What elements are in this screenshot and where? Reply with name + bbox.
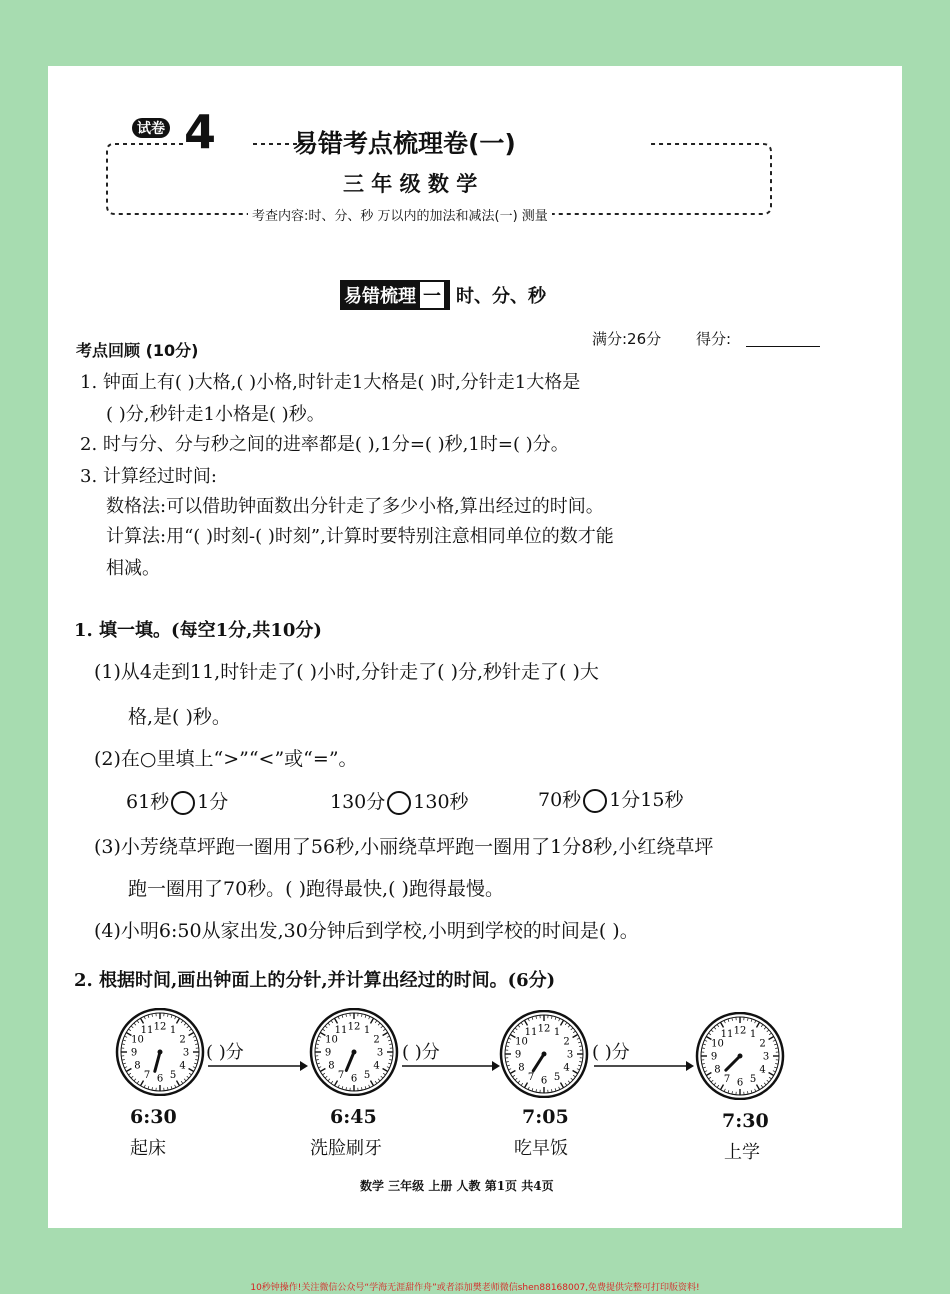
- clock-tick: [123, 1040, 126, 1041]
- review-line-1: 1. 钟面上有( )大格,( )小格,时针走1大格是( )时,分针走1大格是: [80, 372, 581, 393]
- clock-tick: [706, 1073, 711, 1076]
- clock-tick: [325, 1026, 327, 1028]
- clock-tick: [122, 1059, 125, 1060]
- clock-number: 6: [350, 1073, 358, 1085]
- clock-number: 8: [714, 1064, 721, 1076]
- clock-number: 12: [537, 1023, 551, 1035]
- clock-tick: [728, 1090, 729, 1093]
- clock-tick: [369, 1016, 370, 1019]
- clock-tick: [175, 1016, 176, 1019]
- clock-tick: [322, 1073, 324, 1075]
- clock-tick: [508, 1069, 511, 1070]
- clock-tick: [561, 1020, 564, 1025]
- clock-number: 1: [169, 1024, 177, 1036]
- clock-tick: [764, 1027, 766, 1029]
- clock-tick: [342, 1015, 343, 1018]
- clock-tick: [389, 1059, 392, 1060]
- clock-tick: [536, 1089, 537, 1092]
- clock-number: 1: [363, 1024, 371, 1036]
- clock-tick: [389, 1044, 392, 1045]
- clock-tick: [171, 1015, 172, 1018]
- clock-tick: [381, 1076, 383, 1078]
- clock-tick: [338, 1016, 339, 1019]
- clock-tick: [122, 1044, 125, 1045]
- clock-tick: [512, 1075, 514, 1077]
- clock-number: 8: [134, 1060, 141, 1072]
- clock-tick: [757, 1085, 760, 1090]
- clock-tick: [387, 1067, 390, 1068]
- clock-tick: [383, 1033, 388, 1036]
- full-score: 满分:26分: [592, 330, 662, 348]
- clock-tick: [317, 1040, 320, 1041]
- clock-tick: [577, 1038, 580, 1039]
- clock-number: 5: [553, 1072, 561, 1084]
- clock-tick: [316, 1044, 319, 1045]
- clock-tick: [148, 1015, 149, 1018]
- arrow-1: [208, 1060, 308, 1072]
- clock-number: 8: [518, 1062, 525, 1074]
- clock-tick: [325, 1076, 327, 1078]
- clock-tick: [318, 1067, 321, 1068]
- clock-tick: [365, 1086, 366, 1089]
- compare-circle-2[interactable]: [387, 791, 411, 815]
- clock-number: 3: [566, 1049, 574, 1061]
- clock-tick: [328, 1079, 330, 1081]
- clock-tick: [721, 1022, 724, 1027]
- clock-tick: [528, 1087, 529, 1090]
- clock-tick: [751, 1090, 752, 1093]
- clock-number: 10: [131, 1034, 144, 1046]
- clock-tick: [774, 1044, 777, 1045]
- clock-number: 11: [524, 1026, 538, 1038]
- review-line-4: 3. 计算经过时间:: [80, 466, 217, 487]
- clock-tick: [518, 1025, 520, 1027]
- test-tag: 试卷: [132, 118, 170, 138]
- clock-number: 9: [324, 1047, 332, 1059]
- clock-tick: [515, 1078, 517, 1080]
- hour-hand: [533, 1054, 544, 1071]
- arrow-2: [402, 1060, 500, 1072]
- clock-tick: [512, 1031, 514, 1033]
- page-title: 易错考点梳理卷(一): [293, 129, 516, 158]
- clock-tick: [194, 1063, 197, 1064]
- clock-tick: [703, 1067, 706, 1068]
- clock-tick: [717, 1024, 719, 1026]
- clock-tick: [152, 1087, 153, 1090]
- clock-time-3: 7:05: [522, 1106, 569, 1128]
- clock-tick: [767, 1080, 769, 1082]
- clock-tick: [568, 1081, 570, 1083]
- clock-tick: [775, 1063, 778, 1064]
- clock-event-1: 起床: [130, 1138, 166, 1159]
- elapsed-2[interactable]: ( )分: [402, 1042, 440, 1063]
- clock-tick: [703, 1044, 706, 1045]
- clock-tick: [724, 1020, 725, 1023]
- clock-tick: [747, 1091, 748, 1094]
- clock-tick: [375, 1081, 377, 1083]
- clock-tick: [757, 1022, 760, 1027]
- clock-tick: [184, 1079, 186, 1081]
- clock-tick: [371, 1081, 374, 1086]
- clock-tick: [536, 1016, 537, 1019]
- clock-tick: [193, 1067, 196, 1068]
- clock-tick: [767, 1030, 769, 1032]
- clock-number: 4: [759, 1064, 766, 1076]
- clock-tick: [124, 1036, 127, 1037]
- compare-circle-3[interactable]: [583, 789, 607, 813]
- clock-tick: [507, 1065, 510, 1066]
- clock-tick: [144, 1016, 145, 1019]
- clock-tick: [123, 1063, 126, 1064]
- clock-tick: [193, 1036, 196, 1037]
- clock-tick: [167, 1087, 168, 1090]
- arrow-3: [594, 1060, 694, 1072]
- clock-tick: [167, 1014, 168, 1017]
- clock-tick: [551, 1089, 552, 1092]
- exam-scope: 考查内容:时、分、秒 万以内的加法和减法(一) 测量: [248, 205, 552, 224]
- clock-tick: [769, 1033, 771, 1035]
- clock-number: 11: [140, 1024, 154, 1036]
- clock-number: 9: [710, 1051, 718, 1063]
- clock-tick: [131, 1026, 133, 1028]
- clock-number: 5: [749, 1074, 757, 1086]
- clock-tick: [521, 1083, 523, 1085]
- clock-tick: [769, 1077, 771, 1079]
- clock-number: 5: [363, 1070, 371, 1082]
- review-heading: 考点回顾 (10分): [76, 341, 199, 360]
- clock-number: 7: [723, 1074, 731, 1086]
- clock-tick: [559, 1087, 560, 1090]
- clock-tick: [171, 1086, 172, 1089]
- clock-tick: [346, 1014, 347, 1017]
- review-line-7: 相减。: [106, 558, 160, 579]
- clock-tick: [338, 1085, 339, 1088]
- clock-tick: [387, 1036, 390, 1037]
- clock-tick: [137, 1081, 139, 1083]
- clock-tick: [388, 1063, 391, 1064]
- clock-tick: [751, 1019, 752, 1022]
- q1-item-3b: 跑一圈用了70秒。( )跑得最快,( )跑得最慢。: [128, 878, 504, 900]
- clock-number: 4: [563, 1062, 570, 1074]
- clock-number: 2: [179, 1034, 186, 1046]
- clock-tick: [175, 1085, 176, 1088]
- hour-hand: [346, 1052, 354, 1070]
- clock-number: 5: [169, 1070, 177, 1082]
- q1-item-2: (2)在○里填上“>”“<”或“=”。: [94, 748, 358, 770]
- clock-tick: [316, 1059, 319, 1060]
- clock-number: 3: [182, 1047, 190, 1059]
- clock-number: 7: [527, 1072, 535, 1084]
- clock-tick: [525, 1083, 528, 1088]
- clock-tick: [702, 1063, 705, 1064]
- clock-tick: [769, 1073, 774, 1076]
- clock-number: 12: [733, 1025, 747, 1037]
- q1-heading: 1. 填一填。(每空1分,共10分): [74, 620, 322, 641]
- clock-tick: [510, 1071, 515, 1074]
- clock-tick: [189, 1069, 194, 1072]
- clock-time-1: 6:30: [130, 1106, 177, 1128]
- clock-tick: [555, 1088, 556, 1091]
- clock-tick: [521, 1022, 523, 1024]
- q1-item-3a: (3)小芳绕草坪跑一圈用了56秒,小丽绕草坪跑一圈用了1分8秒,小红绕草坪: [94, 836, 714, 858]
- clock-number: 4: [373, 1060, 380, 1072]
- clock-tick: [721, 1085, 724, 1090]
- clock-tick: [769, 1037, 774, 1040]
- clock-tick: [571, 1028, 573, 1030]
- clock-tick: [724, 1089, 725, 1092]
- clock-tick: [704, 1040, 707, 1041]
- clock-tick: [525, 1020, 528, 1025]
- clock-tick: [335, 1018, 338, 1023]
- clock-tick: [573, 1075, 575, 1077]
- clock-tick: [704, 1071, 707, 1072]
- clock-4[interactable]: [692, 1012, 788, 1100]
- clock-number: 12: [153, 1021, 167, 1033]
- clock-tick: [747, 1018, 748, 1021]
- clock-1[interactable]: [112, 1008, 208, 1096]
- clock-tick: [335, 1081, 338, 1086]
- clock-tick: [346, 1087, 347, 1090]
- q2-heading: 2. 根据时间,画出钟面上的分针,并计算出经过的时间。(6分): [74, 970, 556, 991]
- clock-number: 4: [179, 1060, 186, 1072]
- clock-tick: [714, 1027, 716, 1029]
- clock-tick: [131, 1076, 133, 1078]
- clock-tick: [506, 1061, 509, 1062]
- clock-tick: [365, 1015, 366, 1018]
- clock-tick: [573, 1035, 578, 1038]
- clock-tick: [775, 1048, 778, 1049]
- clock-tick: [383, 1069, 388, 1072]
- clock-tick: [195, 1044, 198, 1045]
- clock-tick: [152, 1014, 153, 1017]
- clock-tick: [518, 1081, 520, 1083]
- clock-event-4: 上学: [724, 1142, 760, 1163]
- section-badge: 易错梳理 一: [340, 280, 450, 310]
- clock-number: 6: [156, 1073, 164, 1085]
- clock-tick: [532, 1017, 533, 1020]
- clock-tick: [507, 1042, 510, 1043]
- clock-number: 12: [347, 1021, 361, 1033]
- clock-number: 7: [337, 1070, 345, 1082]
- clock-number: 10: [325, 1034, 338, 1046]
- q1-item-1a: (1)从4走到11,时针走了( )小时,分针走了( )分,秒针走了( )大: [94, 661, 599, 683]
- clock-tick: [177, 1081, 180, 1086]
- clock-tick: [189, 1029, 191, 1031]
- clock-tick: [383, 1073, 385, 1075]
- clock-number: 1: [749, 1028, 757, 1040]
- clock-number: 8: [328, 1060, 335, 1072]
- clock-event-2: 洗脸刷牙: [310, 1138, 382, 1159]
- clock-tick: [708, 1033, 710, 1035]
- clock-tick: [571, 1078, 573, 1080]
- compare-3: 70秒 1分15秒: [538, 789, 684, 811]
- clock-tick: [328, 1023, 330, 1025]
- clock-center: [352, 1050, 357, 1055]
- clock-number: 2: [373, 1034, 380, 1046]
- clock-tick: [134, 1023, 136, 1025]
- clock-number: 6: [736, 1077, 744, 1089]
- q1-item-4: (4)小明6:50从家出发,30分钟后到学校,小明到学校的时间是( )。: [94, 920, 639, 942]
- clock-tick: [773, 1040, 776, 1041]
- clock-tick: [331, 1020, 333, 1022]
- clock-tick: [717, 1085, 719, 1087]
- clock-tick: [134, 1079, 136, 1081]
- clock-number: 9: [514, 1049, 522, 1061]
- clock-tick: [375, 1020, 377, 1022]
- clock-2[interactable]: [306, 1008, 402, 1096]
- clock-tick: [761, 1085, 763, 1087]
- clock-number: 10: [515, 1036, 528, 1048]
- clock-tick: [708, 1077, 710, 1079]
- clock-tick: [764, 1083, 766, 1085]
- clock-tick: [378, 1023, 380, 1025]
- clock-tick: [177, 1018, 180, 1023]
- clock-tick: [508, 1038, 511, 1039]
- clock-tick: [711, 1080, 713, 1082]
- clock-tick: [144, 1085, 145, 1088]
- clock-tick: [361, 1087, 362, 1090]
- compare-1: 61秒 1分: [126, 791, 229, 813]
- clock-tick: [369, 1085, 370, 1088]
- clock-3[interactable]: [496, 1010, 592, 1098]
- clock-time-4: 7:30: [722, 1110, 769, 1132]
- clock-tick: [189, 1033, 194, 1036]
- clock-tick: [761, 1024, 763, 1026]
- clock-tick: [181, 1020, 183, 1022]
- clock-tick: [755, 1020, 756, 1023]
- clock-tick: [551, 1016, 552, 1019]
- clock-tick: [317, 1063, 320, 1064]
- clock-tick: [755, 1089, 756, 1092]
- clock-tick: [702, 1048, 705, 1049]
- elapsed-1[interactable]: ( )分: [206, 1042, 244, 1063]
- review-line-6: 计算法:用“( )时刻-( )时刻”,计算时要特别注意相同单位的数才能: [106, 526, 614, 547]
- clock-tick: [195, 1059, 198, 1060]
- clock-tick: [184, 1023, 186, 1025]
- clock-tick: [378, 1079, 380, 1081]
- section-title: 时、分、秒: [456, 286, 546, 307]
- elapsed-3[interactable]: ( )分: [592, 1042, 630, 1063]
- clock-tick: [388, 1040, 391, 1041]
- clock-tick: [342, 1086, 343, 1089]
- clock-tick: [573, 1071, 578, 1074]
- clock-tick: [371, 1018, 374, 1023]
- clock-tick: [578, 1042, 581, 1043]
- section-heading: [340, 280, 546, 310]
- promo-banner: 10秒钟操作!关注微信公众号“学海无涯甜作舟”或者添加樊老师微信shen88168007,免费提供完整可打印版资料!: [250, 1283, 700, 1293]
- clock-number: 1: [553, 1026, 561, 1038]
- clock-number: 11: [720, 1028, 734, 1040]
- clock-tick: [579, 1061, 582, 1062]
- page-subtitle: 三 年 级 数 学: [343, 172, 478, 196]
- clock-tick: [194, 1040, 197, 1041]
- clock-tick: [383, 1029, 385, 1031]
- clock-tick: [579, 1046, 582, 1047]
- clock-tick: [728, 1019, 729, 1022]
- clock-tick: [711, 1030, 713, 1032]
- clock-tick: [141, 1018, 144, 1023]
- clock-tick: [714, 1083, 716, 1085]
- worksheet-page: [48, 66, 902, 1228]
- clock-tick: [187, 1076, 189, 1078]
- clock-number: 6: [540, 1075, 548, 1087]
- score-label: 得分:: [696, 330, 732, 348]
- clock-tick: [565, 1022, 567, 1024]
- clock-tick: [124, 1067, 127, 1068]
- clock-number: 11: [334, 1024, 348, 1036]
- clock-tick: [320, 1069, 325, 1072]
- clock-tick: [181, 1081, 183, 1083]
- clock-tick: [774, 1067, 777, 1068]
- clock-tick: [528, 1018, 529, 1021]
- clock-tick: [128, 1073, 130, 1075]
- clock-tick: [732, 1018, 733, 1021]
- clock-tick: [148, 1086, 149, 1089]
- clock-number: 10: [711, 1038, 724, 1050]
- clock-tick: [187, 1026, 189, 1028]
- compare-circle-1[interactable]: [171, 791, 195, 815]
- q1-item-1b: 格,是( )秒。: [128, 706, 231, 728]
- clock-time-2: 6:45: [330, 1106, 377, 1128]
- clock-tick: [515, 1028, 517, 1030]
- clock-tick: [773, 1071, 776, 1072]
- clock-tick: [126, 1069, 131, 1072]
- clock-center: [158, 1050, 163, 1055]
- clock-tick: [128, 1029, 130, 1031]
- clock-number: 2: [759, 1038, 766, 1050]
- clock-tick: [137, 1020, 139, 1022]
- clock-number: 3: [376, 1047, 384, 1059]
- clock-tick: [318, 1036, 321, 1037]
- clock-number: 7: [143, 1070, 151, 1082]
- clock-number: 3: [762, 1051, 770, 1063]
- hour-hand: [155, 1052, 160, 1071]
- clock-tick: [532, 1088, 533, 1091]
- clock-tick: [565, 1083, 567, 1085]
- clock-center: [542, 1052, 547, 1057]
- hour-hand: [726, 1056, 740, 1070]
- test-number: 4: [184, 105, 217, 159]
- clock-number: 9: [130, 1047, 138, 1059]
- score-blank[interactable]: [746, 346, 820, 347]
- clock-tick: [381, 1026, 383, 1028]
- review-line-3: 2. 时与分、分与秒之间的进率都是( ),1分=( )秒,1时=( )分。: [80, 434, 569, 455]
- clock-tick: [189, 1073, 191, 1075]
- clock-tick: [555, 1017, 556, 1020]
- clock-number: 2: [563, 1036, 570, 1048]
- clock-center: [738, 1054, 743, 1059]
- review-line-5: 数格法:可以借助钟面数出分针走了多少小格,算出经过的时间。: [106, 496, 604, 517]
- clock-tick: [361, 1014, 362, 1017]
- clock-tick: [331, 1081, 333, 1083]
- clock-tick: [561, 1083, 564, 1088]
- clock-tick: [141, 1081, 144, 1086]
- clock-tick: [573, 1031, 575, 1033]
- review-line-2: ( )分,秒针走1小格是( )秒。: [106, 404, 325, 425]
- clock-tick: [577, 1069, 580, 1070]
- clock-tick: [578, 1065, 581, 1066]
- clock-tick: [732, 1091, 733, 1094]
- clock-tick: [506, 1046, 509, 1047]
- compare-2: 130分 130秒: [330, 791, 469, 813]
- clock-tick: [322, 1029, 324, 1031]
- page-footer: 数学 三年级 上册 人教 第1页 共4页: [360, 1179, 554, 1193]
- clock-event-3: 吃早饭: [514, 1138, 568, 1159]
- clock-tick: [559, 1018, 560, 1021]
- clock-tick: [568, 1025, 570, 1027]
